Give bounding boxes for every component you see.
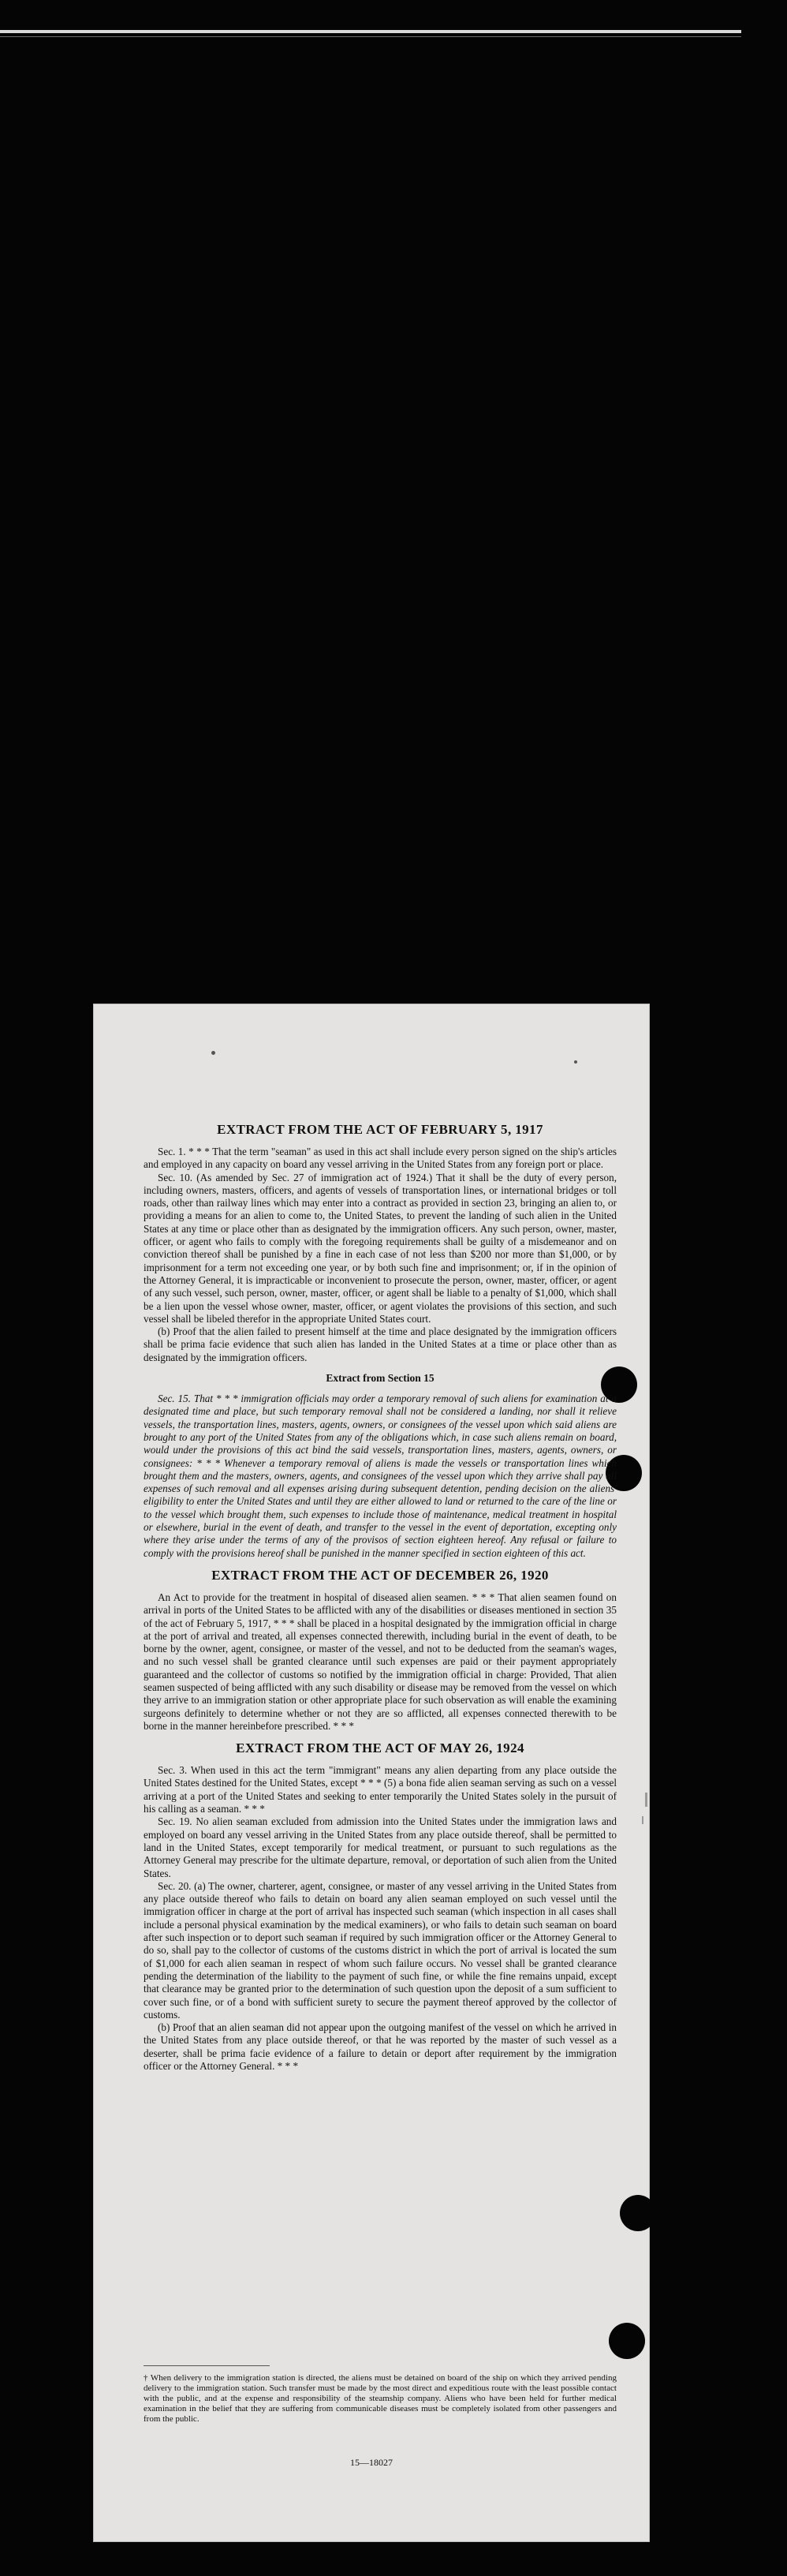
section-19: Sec. 19. No alien seaman excluded from admission into the United States under the immigration laws and employed on board any vessel arriving in the United States from any place outside thereof, shall be permitted to land in the United States, except temporarily for medical treatment, or pursuant to such regulations as the Attorney General may prescribe for the ultimate departure, removal, or deportation of such alien from the United States. [144, 1815, 617, 1879]
heading-section-15: Extract from Section 15 [326, 1372, 435, 1385]
heading-act-1917: EXTRACT FROM THE ACT OF FEBRUARY 5, 1917 [217, 1122, 543, 1137]
section-1: Sec. 1. * * * That the term "seaman" as used in this act shall include every person signed on the ship's articles and employed in any capacity on board any vessel arriving in the United States from any foreign port or place. [144, 1146, 617, 1171]
heading-act-1924: EXTRACT FROM THE ACT OF MAY 26, 1924 [236, 1740, 524, 1756]
footnote-divider [144, 2365, 270, 2366]
document-page [93, 1004, 650, 2542]
top-rule-secondary [0, 36, 741, 37]
section-3: Sec. 3. When used in this act the term "immigrant" means any alien departing from any place outside the United States destined for the United States, except * * * (5) a bona fide alien seaman serving as such on a vessel arriving at a port of the United States and seeking to enter temporarily the United States solely in the pursuit of his calling as a seaman. * * * [144, 1764, 617, 1815]
edge-mark [642, 1816, 643, 1824]
section-10: Sec. 10. (As amended by Sec. 27 of immigration act of 1924.) That it shall be the duty of every person, including owners, masters, officers, and agents of vessels of transportation lines, or international bridges or toll roads, other than railway lines which may enter into a contract as provided in section 23, bringing an alien to, or providing a means for an alien to come to, the United States, to prevent the landing of such alien in the United States at any time or place other than as designated by the immigration officers. Any such person, owner, master, officer, or agent who fails to comply with the foregoing requirements shall be guilty of a misdemeanor and on conviction thereof shall be punished by a fine in each case of not less than $200 nor more than $1,000, or by imprisonment for a term not exceeding one year, or by both such fine and imprisonment; or, if in the opinion of the Attorney General, it is impracticable or inconvenient to prosecute the person, owner, master, officer, or agent of any such vessel, such person, owner, master, officer, or agent shall be liable to a penalty of $1,000, which shall be a lien upon the vessel whose owner, master, officer, or agent violates the provisions of this section, and such vessel shall be libeled therefor in the appropriate United States court. [144, 1171, 617, 1325]
section-10-b: (b) Proof that the alien failed to present himself at the time and place designated by the immigration officers shall be prima facie evidence that such alien has landed in the United States at a time or place other than as designated by the immigration officers. [144, 1325, 617, 1363]
act-1920-text: An Act to provide for the treatment in hospital of diseased alien seamen. * * * That alien seamen found on arrival in ports of the United States to be afflicted with any of the disabilities or diseases mentioned in section 35 of the act of February 5, 1917, * * * shall be placed in a hospital designated by the immigration official in charge at the port of arrival and treated, all expenses connected therewith, including burial in the event of death, to be borne by the owner, agent, consignee, or master of the vessel, and not to be deducted from the seaman's wages, and no such vessel shall be granted clearance until such expenses are paid or their payment appropriately guaranteed and the collector of customs so notified by the immigration official in charge: Provided, That alien seamen suspected of being afflicted with any such disability or disease may be removed from the vessel on which they arrive to an immigration station or other appropriate place for such observation as will enable the examining surgeons definitely to determine whether or not they are so afflicted, all expenses connected therewith to be borne in the manner hereinbefore prescribed. * * * [144, 1591, 617, 1732]
speck [211, 1051, 215, 1055]
section-20-b: (b) Proof that an alien seaman did not appear upon the outgoing manifest of the vessel on which he arrived in the United States from any place outside thereof, or that he was reported by the master of such vessel as a deserter, shall be prima facie evidence of a failure to detain or deport after requirement by the immigration officer or the Attorney General. * * * [144, 2021, 617, 2072]
page-number: 15—18027 [350, 2457, 393, 2468]
heading-act-1920: EXTRACT FROM THE ACT OF DECEMBER 26, 1920 [211, 1567, 549, 1583]
edge-mark [645, 1793, 647, 1807]
section-20: Sec. 20. (a) The owner, charterer, agent, consignee, or master of any vessel arriving in the United States from any place outside thereof who fails to detain on board any alien seaman employed on such vessel until the immigration officer in charge at the port of arrival has inspected such seaman (which inspection in all cases shall include a personal physical examination by the medical examiners), or who fails to detain such seaman on board after such inspection or to deport such seaman if required by such immigration officer or the Attorney General to do so, shall pay to the collector of customs of the customs district in which the port of arrival is located the sum of $1,000 for each alien seaman in respect of whom such failure occurs. No vessel shall be granted clearance pending the determination of the liability to the payment of such fine, or while the fine remains unpaid, except that clearance may be granted prior to the determination of such question upon the deposit of a sum sufficient to cover such fine, or of a bond with sufficient surety to secure the payment thereof approved by the collector of customs. [144, 1879, 617, 2021]
document-body [144, 1122, 617, 2073]
punch-hole [620, 2195, 656, 2231]
speck [574, 1060, 577, 1064]
section-15: Sec. 15. That * * * immigration officials may order a temporary removal of such aliens for examination at a designated time and place, but such temporary removal shall not be considered a landing, nor shall it relieve vessels, the transportation lines, masters, agents, owners, or consignees of the vessel upon which said aliens are brought to any port of the United States from any of the obligations which, in case such aliens remain on board, would under the provisions of this act bind the said vessels, transportation lines, masters, agents, owners, or consignees: * * * Whenever a temporary removal of aliens is made the vessels or transportation lines which brought them and the masters, owners, agents, and consignees of the vessel upon which they arrive shall pay all expenses of such removal and all expenses arising during subsequent detention, pending decision on the aliens' eligibility to enter the United States and until they are either allowed to land or returned to the care of the line or to the vessel which brought them, such expenses to include those of maintenance, medical treatment in hospital or elsewhere, burial in the event of death, and transfer to the vessel in the event of deportation, excepting only where they arise under the terms of any of the provisos of section eighteen hereof. Any refusal or failure to comply with the provisions hereof shall be punished in the manner specified in section eighteen of this act. [144, 1393, 617, 1559]
footnote: † When delivery to the immigration station is directed, the aliens must be detained on board of the ship on which they arrived pending delivery to the immigration station. Such transfer must be made by the most direct and expeditious route with the least possible contact with the public, and at the expense and responsibility of the steamship company. Aliens who have been held for further medical examination in the belief that they are suffering from communicable diseases must be completely isolated from other passengers and from the public. [144, 2373, 617, 2424]
punch-hole [609, 2323, 645, 2359]
top-rule [0, 30, 741, 33]
